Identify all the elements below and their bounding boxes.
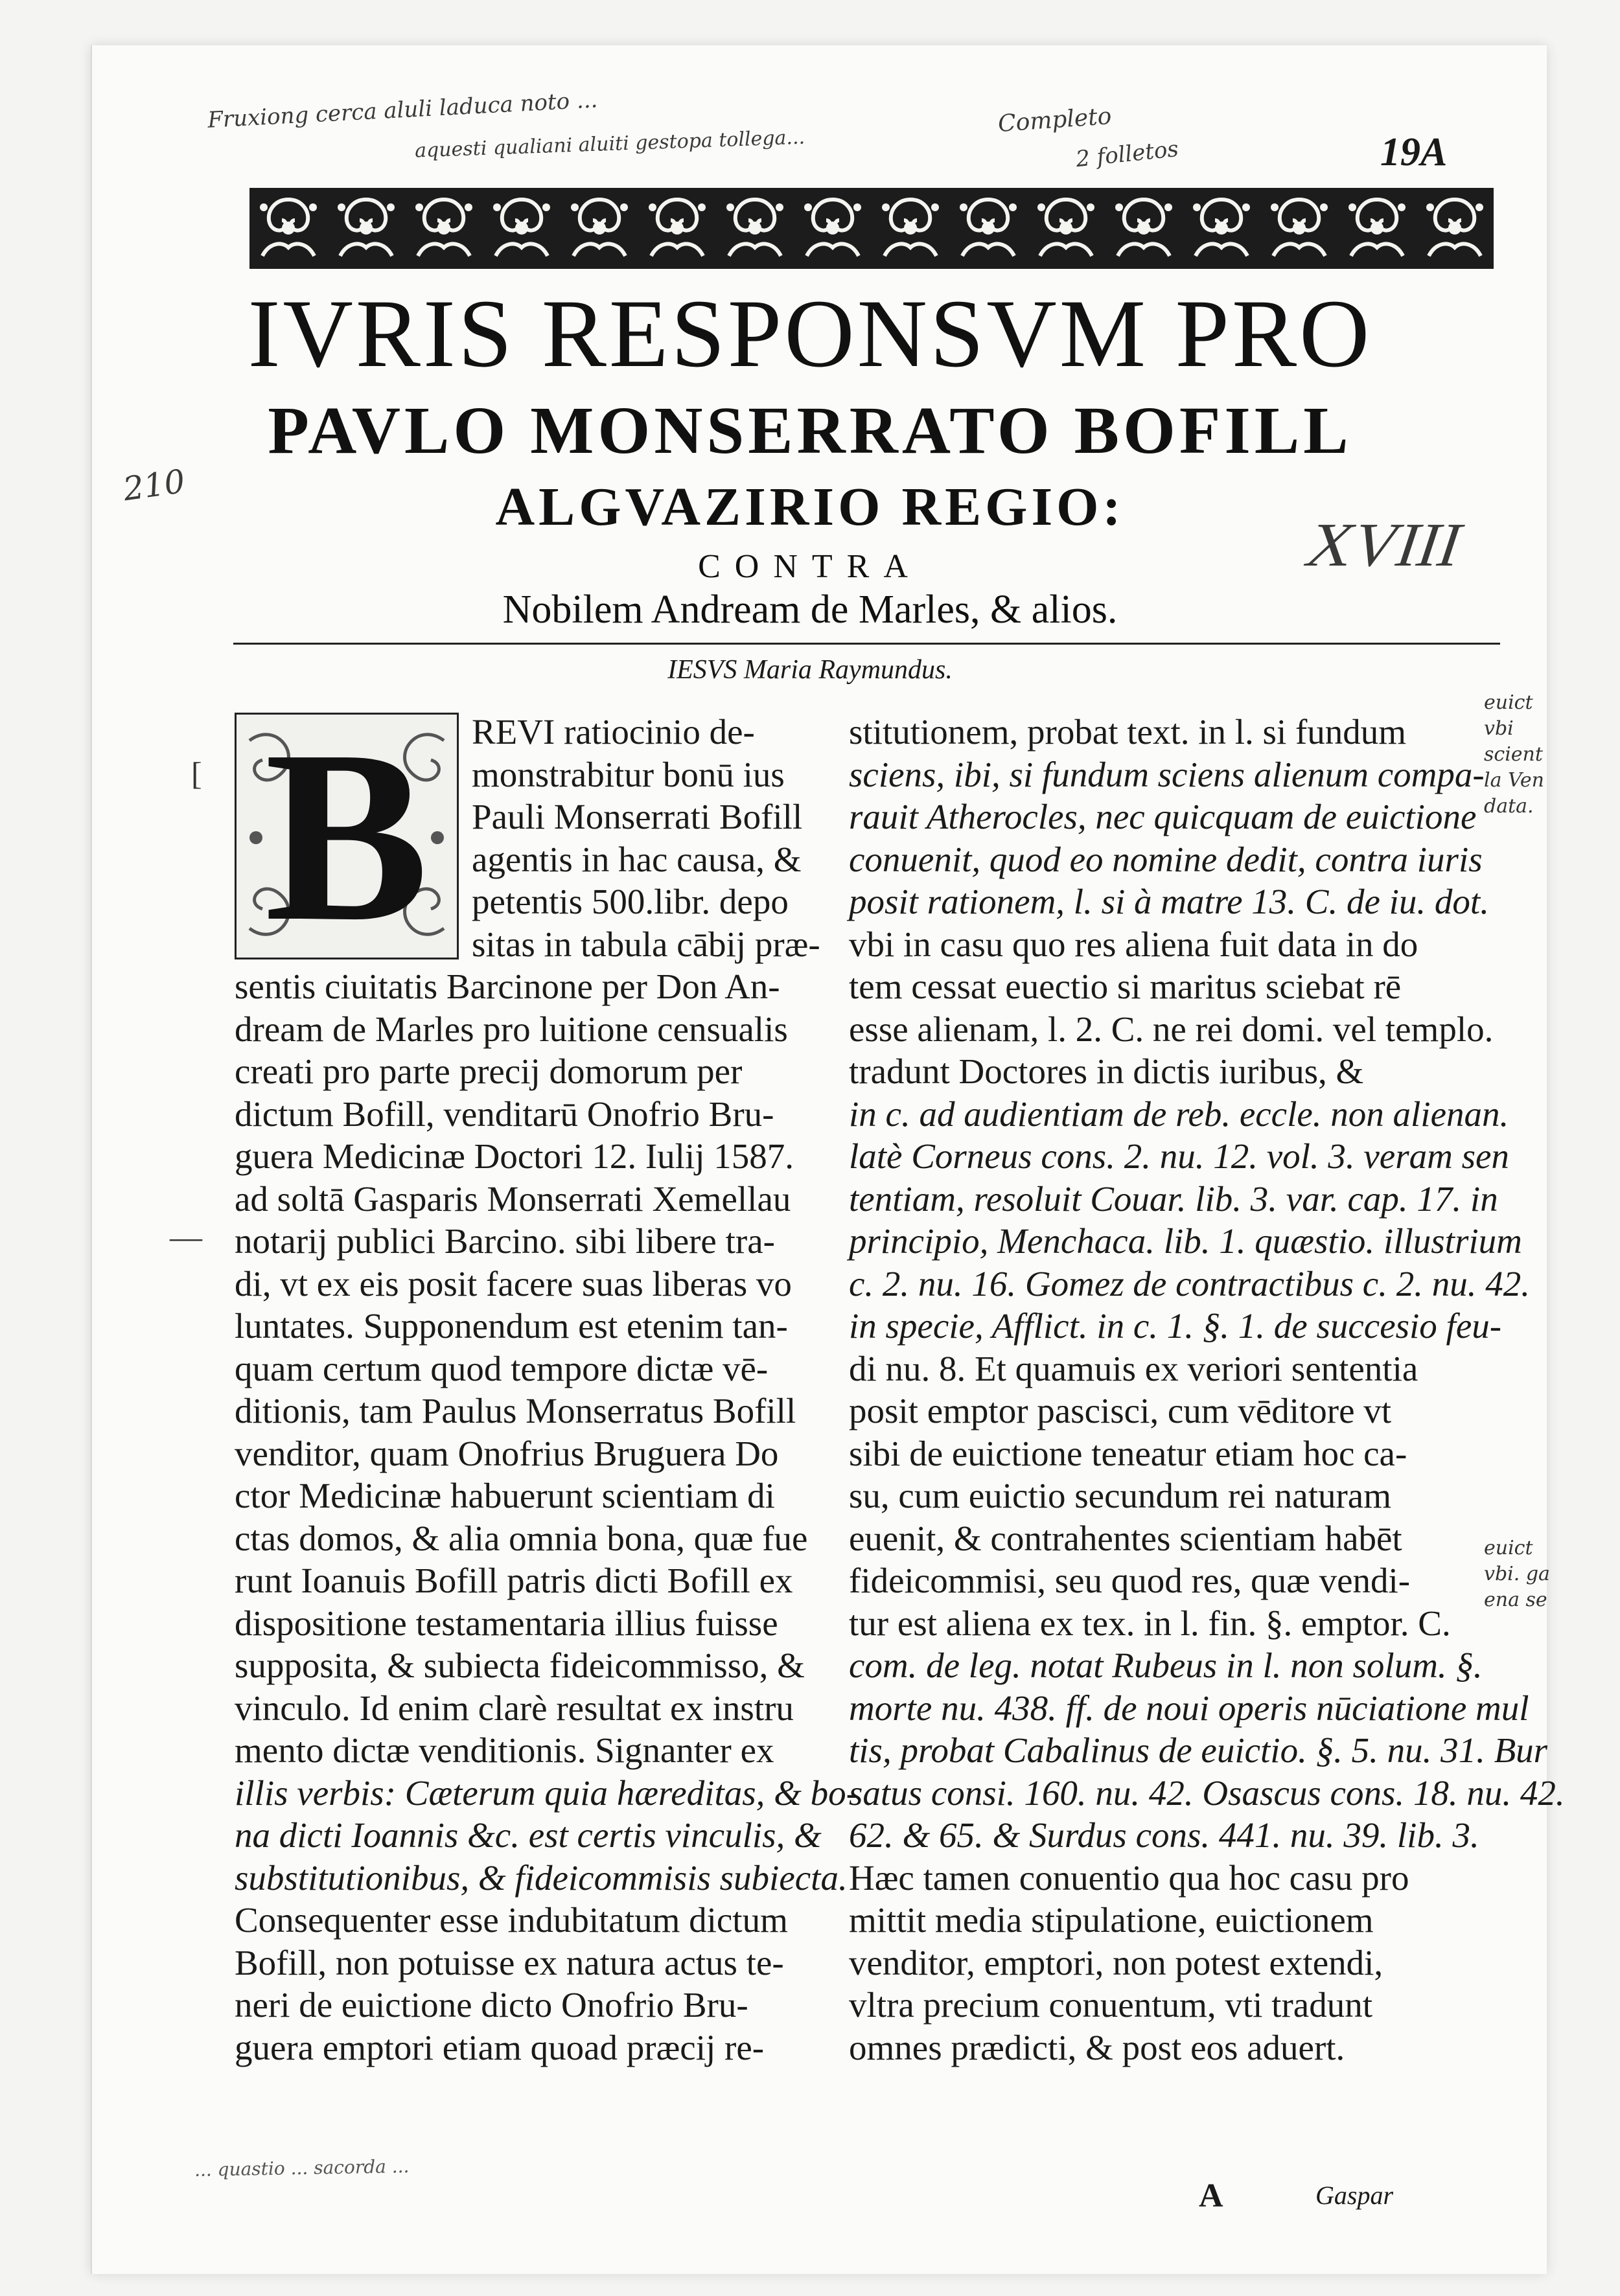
text-line: principio, Menchaca. lib. 1. quæstio. illustrium [849, 1221, 1522, 1261]
text-line: euenit, & contrahentes scientiam habēt [849, 1518, 1402, 1558]
title-line-1: IVRIS RESPONSVM PRO [248, 280, 1372, 387]
handwritten-note-top-1: Fruxiong cerca aluli laduca noto ... [207, 87, 599, 133]
left-column-text [235, 965, 858, 2069]
text-line: substitutionibus, & fideicommisis subiecta. [235, 1857, 848, 1898]
text-line: supposita, & subiecta fideicommisso, & [235, 1646, 805, 1685]
text-line: ctor Medicinæ habuerunt scientiam di [235, 1476, 775, 1515]
text-line: Consequenter esse indubitatum dictum [235, 1900, 788, 1940]
text-line: di, vt ex eis posit facere suas liberas vo [235, 1263, 792, 1303]
text-line: mento dictæ venditionis. Signanter ex [235, 1730, 774, 1770]
text-line: esse alienam, l. 2. C. ne rei domi. vel templo. [849, 1009, 1494, 1049]
text-line: dispositione testamentaria illius fuisse [235, 1603, 778, 1643]
text-line: vbi in casu quo res aliena fuit data in do [849, 924, 1418, 964]
text-line: posit emptor pascisci, cum vēditore vt [849, 1391, 1392, 1430]
text-line: tur est aliena ex tex. in l. fin. §. emptor. C. [849, 1603, 1451, 1643]
margin-note-line: vbi [1484, 717, 1514, 740]
text-line: tis, probat Cabalinus de euictio. §. 5. nu. 31. Bur [849, 1730, 1548, 1770]
handwritten-note-folletos: 2 folletos [1074, 135, 1180, 173]
text-line: tentiam, resoluit Couar. lib. 3. var. cap. 17. in [849, 1178, 1498, 1219]
margin-note-line: la Ven [1484, 769, 1545, 792]
margin-dash-icon: — [170, 1219, 202, 1255]
text-line: sentis ciuitatis Barcinone per Don An- [235, 967, 780, 1006]
text-line: in c. ad audientiam de reb. eccle. non alienan. [849, 1094, 1509, 1134]
text-line: Bofill, non potuisse ex natura actus te- [235, 1942, 784, 1982]
text-line: notarij publici Barcino. sibi libere tra- [235, 1221, 775, 1261]
text-line: satus consi. 160. nu. 42. Osascus cons. 18. nu. 42. [849, 1773, 1565, 1813]
text-line: agentis in hac causa, & [472, 839, 802, 879]
text-line: com. de leg. notat Rubeus in l. non solum. §. [849, 1646, 1483, 1685]
text-line: vltra precium conuentum, vti tradunt [849, 1985, 1372, 2025]
text-line: latè Corneus cons. 2. nu. 12. vol. 3. veram sen [849, 1136, 1509, 1176]
fleuron-ornament-icon [249, 188, 1497, 269]
initial-letter: B [264, 713, 429, 959]
invocation: IESVS Maria Raymundus. [667, 655, 953, 685]
text-line: runt Ioanuis Bofill patris dicti Bofill ex [235, 1561, 793, 1600]
text-line: posit rationem, l. si à matre 13. C. de iu. dot. [849, 882, 1489, 921]
signature-mark: A [1199, 2177, 1223, 2214]
text-line: guera emptori etiam quoad præcij re- [235, 2027, 765, 2067]
text-line: creati pro parte precij domorum per [235, 1051, 743, 1091]
text-line: illis verbis: Cæterum quia hæreditas, & bo- [235, 1773, 858, 1813]
text-line: conuenit, quod eo nomine dedit, contra iuris [849, 839, 1483, 879]
text-line: sibi de euictione teneatur etiam hoc ca- [849, 1433, 1407, 1473]
margin-bracket-icon: [ [191, 755, 202, 792]
text-line: quam certum quod tempore dictæ vē- [235, 1348, 769, 1388]
text-line: Pauli Monserrati Bofill [472, 797, 803, 836]
margin-note-line: data. [1484, 795, 1534, 818]
text-line: monstrabitur bonū ius [472, 754, 785, 794]
page-number: 19A [1380, 130, 1448, 174]
title-line-2: PAVLO MONSERRATO BOFILL [268, 393, 1352, 468]
text-line: ditionis, tam Paulus Monserratus Bofill [235, 1391, 796, 1430]
text-line: dream de Marles pro luitione censualis [235, 1009, 788, 1049]
text-line: morte nu. 438. ff. de noui operis nūciatione mul [849, 1688, 1529, 1728]
margin-note-line: euict [1484, 691, 1533, 714]
text-line: rauit Atherocles, nec quicquam de euictione [849, 797, 1477, 836]
text-line: venditor, emptori, non potest extendi, [849, 1942, 1383, 1982]
text-line: guera Medicinæ Doctori 12. Iulij 1587. [235, 1136, 794, 1176]
margin-note-line: scient [1484, 743, 1543, 766]
text-line: sitas in tabula cābij præ- [472, 924, 820, 964]
text-line: na dicti Ioannis &c. est certis vinculis, & [235, 1815, 822, 1855]
handwritten-note-top-2: aquesti qualiani aluiti gestopa tollega... [414, 126, 805, 163]
handwritten-note-bottom: ... quastio ... sacorda ... [194, 2155, 410, 2181]
text-line: tradunt Doctores in dictis iuribus, & [849, 1051, 1364, 1091]
right-column-text [849, 711, 1565, 2069]
text-line: ad soltā Gasparis Monserrati Xemellau [235, 1178, 791, 1219]
handwritten-note-completo: Completo [997, 102, 1113, 138]
handwritten-roman-numeral: XVIII [1297, 510, 1472, 579]
text-line: Hæc tamen conuentio qua hoc casu pro [849, 1857, 1409, 1898]
text-line: vinculo. Id enim clarè resultat ex instru [235, 1688, 794, 1728]
text-line: tem cessat euectio si maritus sciebat rē [849, 967, 1402, 1006]
catchword: Gaspar [1315, 2181, 1394, 2210]
text-line: ctas domos, & alia omnia bona, quæ fue [235, 1518, 808, 1558]
title-line-3: ALGVAZIRIO REGIO: [495, 477, 1125, 537]
text-line: venditor, quam Onofrius Bruguera Do [235, 1433, 779, 1473]
text-line: fideicommisi, seu quod res, quæ vendi- [849, 1561, 1411, 1600]
text-line: mittit media stipulatione, euictionem [849, 1900, 1374, 1940]
subject-line: Nobilem Andream de Marles, & alios. [502, 588, 1118, 632]
handwritten-margin-number: 210 [121, 462, 188, 509]
text-line: 62. & 65. & Surdus cons. 441. nu. 39. lib. 3. [849, 1815, 1479, 1855]
margin-note-line: vbi. ga [1484, 1563, 1550, 1585]
contra-label: CONTRA [698, 548, 922, 585]
margin-note-line: euict [1484, 1537, 1533, 1559]
text-line: luntates. Supponendum est etenim tan- [235, 1306, 788, 1346]
header-rule [233, 643, 1500, 645]
text-line: c. 2. nu. 16. Gomez de contractibus c. 2. nu. 42. [849, 1263, 1530, 1303]
left-column-dropcap-text [472, 711, 820, 965]
text-line: omnes prædicti, & post eos aduert. [849, 2027, 1345, 2067]
text-line: neri de euictione dicto Onofrio Bru- [235, 1985, 748, 2025]
text-line: in specie, Afflict. in c. 1. §. 1. de succesio feu- [849, 1306, 1502, 1346]
margin-note-line: ena se [1484, 1589, 1547, 1611]
text-line: dictum Bofill, venditarū Onofrio Bru- [235, 1094, 774, 1134]
text-line: petentis 500.libr. depo [472, 882, 789, 921]
text-line: di nu. 8. Et quamuis ex veriori sententia [849, 1348, 1418, 1388]
text-line: REVI ratiocinio de- [472, 712, 755, 752]
text-line: su, cum euictio secundum rei naturam [849, 1476, 1391, 1515]
text-line: sciens, ibi, si fundum sciens alienum compa- [849, 754, 1485, 794]
text-line: stitutionem, probat text. in l. si fundum [849, 712, 1407, 752]
ornament-band [249, 188, 1497, 269]
decorated-initial [235, 713, 459, 959]
